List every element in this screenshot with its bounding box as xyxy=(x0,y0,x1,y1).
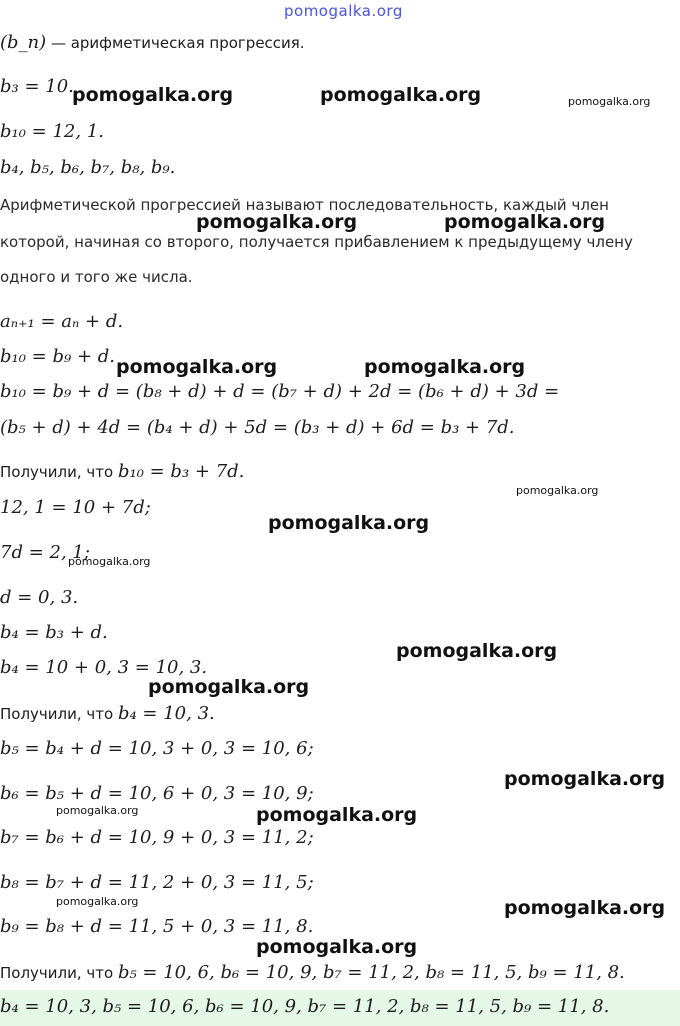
b9-computation: b₉ = b₈ + d = 11, 5 + 0, 3 = 11, 8. xyxy=(0,916,314,937)
result-b4 xyxy=(0,703,215,724)
result-formula: b₁₀ = b₃ + 7d. xyxy=(117,461,245,482)
definition-line-1: Арифметической прогрессией называют последовательность, каждый член xyxy=(0,196,609,214)
b8-computation: b₈ = b₇ + d = 11, 2 + 0, 3 = 11, 5; xyxy=(0,872,314,893)
result-b10 xyxy=(0,461,244,482)
watermark: pomogalka.org xyxy=(148,676,310,698)
watermark: pomogalka.org xyxy=(68,555,151,568)
result-label: Получили, что xyxy=(0,705,118,723)
find-terms: b₄, b₅, b₆, b₇, b₈, b₉. xyxy=(0,157,176,178)
header-watermark: pomogalka.org xyxy=(284,2,403,20)
final-answer: b₄ = 10, 3, b₅ = 10, 6, b₆ = 10, 9, b₇ = 11, 2, b₈ = 11, 5, b₉ = 11, 8. xyxy=(0,996,610,1017)
watermark: pomogalka.org xyxy=(396,640,558,662)
statement-text: — арифметическая прогрессия. xyxy=(46,34,305,52)
watermark: pomogalka.org xyxy=(56,895,139,908)
watermark: pomogalka.org xyxy=(516,484,599,497)
watermark: pomogalka.org xyxy=(444,211,606,233)
watermark: pomogalka.org xyxy=(320,84,482,106)
watermark: pomogalka.org xyxy=(268,512,430,534)
watermark: pomogalka.org xyxy=(364,356,526,378)
watermark: pomogalka.org xyxy=(256,936,418,958)
result-b5-b9 xyxy=(0,962,625,983)
watermark: pomogalka.org xyxy=(72,84,234,106)
b6-computation: b₆ = b₅ + d = 10, 6 + 0, 3 = 10, 9; xyxy=(0,783,314,804)
sequence-notation: (b_n) xyxy=(0,32,47,53)
expansion-line-2: (b₅ + d) + 4d = (b₄ + d) + 5d = (b₃ + d) + 6d = b₃ + 7d. xyxy=(0,417,515,438)
result-label: Получили, что xyxy=(0,463,118,481)
watermark: pomogalka.org xyxy=(504,897,666,919)
b10-recurrence: b₁₀ = b₉ + d. xyxy=(0,346,115,367)
b4-computation: b₄ = 10 + 0, 3 = 10, 3. xyxy=(0,657,208,678)
recurrence-formula: aₙ₊₁ = aₙ + d. xyxy=(0,311,124,332)
definition-line-3: одного и того же числа. xyxy=(0,268,193,286)
watermark: pomogalka.org xyxy=(116,356,278,378)
result-formula: b₅ = 10, 6, b₆ = 10, 9, b₇ = 11, 2, b₈ = 11, 5, b₉ = 11, 8. xyxy=(117,962,625,983)
watermark: pomogalka.org xyxy=(256,804,418,826)
b4-formula: b₄ = b₃ + d. xyxy=(0,622,108,643)
result-formula: b₄ = 10, 3. xyxy=(117,703,215,724)
progression-statement xyxy=(0,32,305,53)
given-b10: b₁₀ = 12, 1. xyxy=(0,121,105,142)
equation-step-2: 7d = 2, 1; xyxy=(0,542,90,563)
watermark: pomogalka.org xyxy=(568,95,651,108)
watermark: pomogalka.org xyxy=(504,768,666,790)
definition-line-2: которой, начиная со второго, получается прибавлением к предыдущему члену xyxy=(0,233,633,251)
result-label: Получили, что xyxy=(0,964,118,982)
equation-step-1: 12, 1 = 10 + 7d; xyxy=(0,497,151,518)
b7-computation: b₇ = b₆ + d = 10, 9 + 0, 3 = 11, 2; xyxy=(0,827,314,848)
given-b3: b₃ = 10. xyxy=(0,76,74,97)
watermark: pomogalka.org xyxy=(196,211,358,233)
expansion-line-1: b₁₀ = b₉ + d = (b₈ + d) + d = (b₇ + d) + 2d = (b₆ + d) + 3d = xyxy=(0,381,560,402)
watermark: pomogalka.org xyxy=(56,804,139,817)
difference-value: d = 0, 3. xyxy=(0,587,79,608)
b5-computation: b₅ = b₄ + d = 10, 3 + 0, 3 = 10, 6; xyxy=(0,738,314,759)
